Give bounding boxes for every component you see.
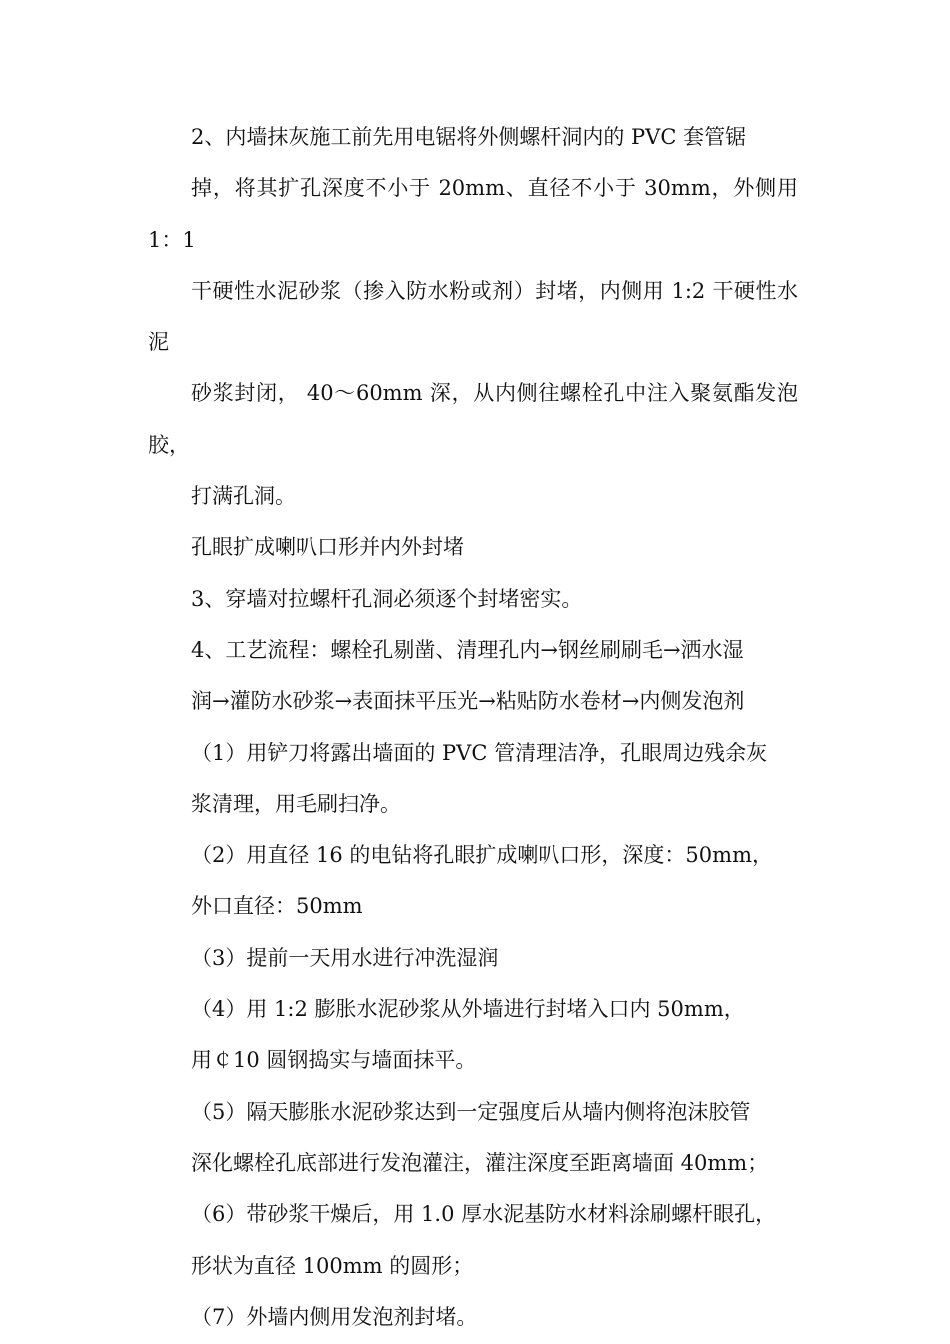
step-6 xyxy=(148,1189,798,1292)
text-line: （6）带砂浆干燥后，用 1.0 厚水泥基防水材料涂刷螺杆眼孔， xyxy=(191,1202,777,1227)
text-line: 打满孔洞。 xyxy=(191,484,296,509)
text-line: 浆清理，用毛刷扫净。 xyxy=(191,791,401,816)
paragraph-item-3 xyxy=(148,574,798,625)
text-line: （7）外墙内侧用发泡剂封堵。 xyxy=(191,1304,478,1329)
text-line: （1）用铲刀将露出墙面的 PVC 管清理洁净，孔眼周边残余灰 xyxy=(191,740,768,765)
document-body xyxy=(148,112,798,1343)
paragraph-item-4 xyxy=(148,625,798,728)
step-3 xyxy=(148,933,798,984)
paragraph-item-2 xyxy=(148,112,798,522)
text-line: 外口直径：50mm xyxy=(191,894,363,919)
text-line: （4）用 1:2 膨胀水泥砂浆从外墙进行封堵入口内 50mm， xyxy=(191,997,745,1022)
text-line: 掉，将其扩孔深度不小于 20mm、直径不小于 30mm，外侧用 1：1 xyxy=(148,176,798,252)
text-line: （3）提前一天用水进行冲洗湿润 xyxy=(191,945,499,970)
step-4 xyxy=(148,984,798,1087)
step-5 xyxy=(148,1087,798,1190)
text-line: 用￠10 圆钢捣实与墙面抹平。 xyxy=(191,1048,477,1073)
text-line: 3、穿墙对拉螺杆孔洞必须逐个封堵密实。 xyxy=(191,586,583,611)
step-1 xyxy=(148,728,798,831)
text-line: 孔眼扩成喇叭口形并内外封堵 xyxy=(191,535,464,560)
step-2 xyxy=(148,830,798,933)
text-line: 砂浆封闭， 40～60mm 深，从内侧往螺栓孔中注入聚氨酯发泡胶， xyxy=(148,381,798,457)
text-line: 4、工艺流程：螺栓孔剔凿、清理孔内→钢丝刷刷毛→洒水湿 xyxy=(191,637,744,662)
text-line: 深化螺栓孔底部进行发泡灌注，灌注深度至距离墙面 40mm； xyxy=(191,1150,769,1175)
text-line: 润→灌防水砂浆→表面抹平压光→粘贴防水卷材→内侧发泡剂 xyxy=(191,689,745,714)
text-line: 形状为直径 100mm 的圆形； xyxy=(191,1253,474,1278)
text-line: 干硬性水泥砂浆（掺入防水粉或剂）封堵，内侧用 1:2 干硬性水泥 xyxy=(148,278,798,355)
text-line: （2）用直径 16 的电钻将孔眼扩成喇叭口形，深度：50mm， xyxy=(191,843,773,868)
text-line: （5）隔天膨胀水泥砂浆达到一定强度后从墙内侧将泡沫胶管 xyxy=(191,1099,751,1124)
step-7 xyxy=(148,1292,798,1343)
figure-caption xyxy=(148,522,798,573)
text-line: 2、内墙抹灰施工前先用电锯将外侧螺杆洞内的 PVC 套管锯 xyxy=(191,125,747,149)
